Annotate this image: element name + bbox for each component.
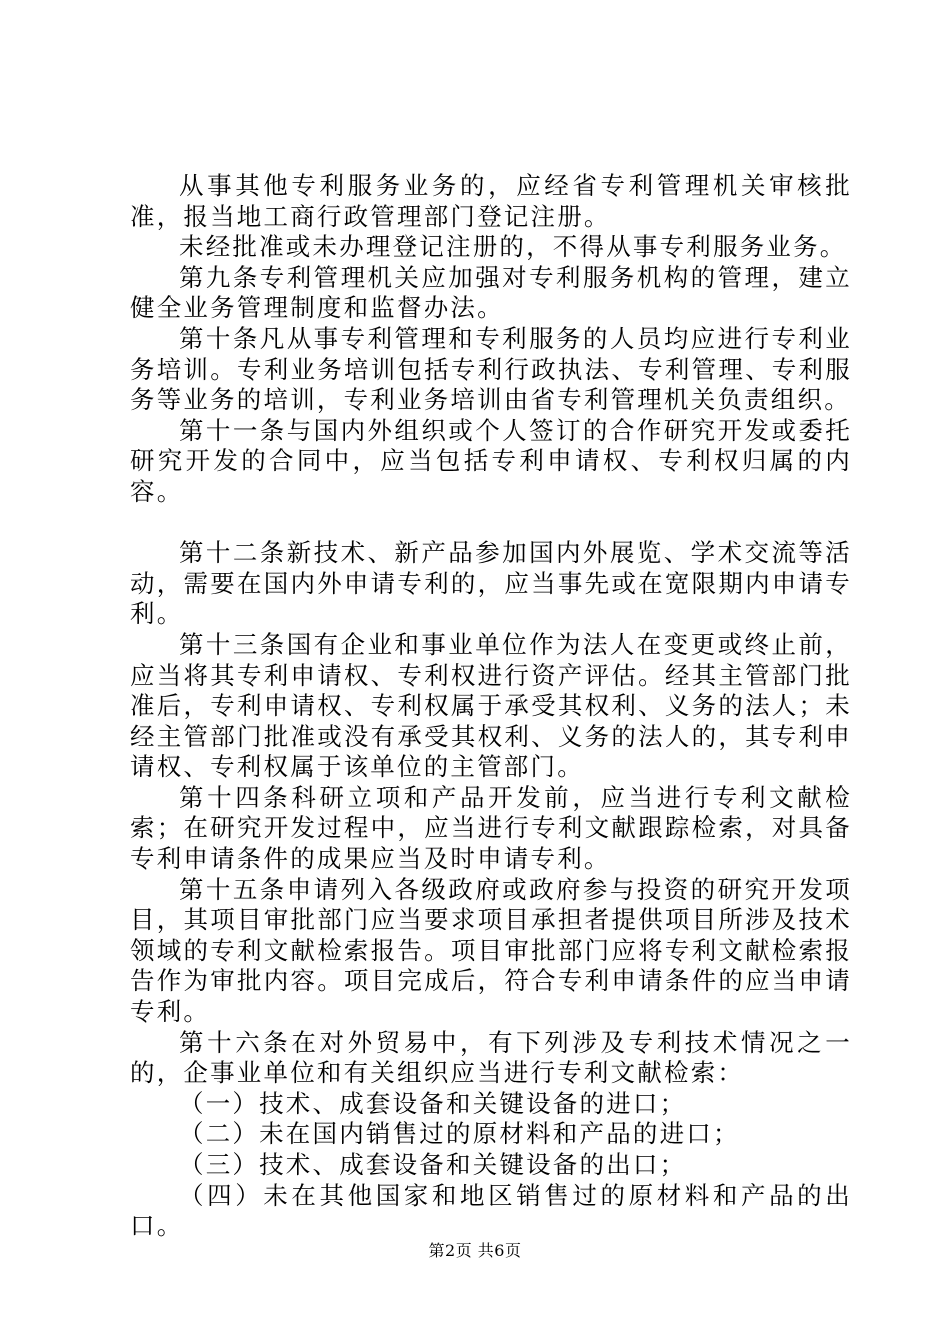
document-body bbox=[130, 171, 852, 1242]
paragraph: 第九条专利管理机关应加强对专利服务机构的管理，建立健全业务管理制度和监督办法。 bbox=[130, 262, 852, 323]
paragraph: 第十六条在对外贸易中，有下列涉及专利技术情况之一的，企事业单位和有关组织应当进行专利文献检索： bbox=[130, 1027, 852, 1088]
paragraph: 第十五条申请列入各级政府或政府参与投资的研究开发项目，其项目审批部门应当要求项目承担者提供项目所涉及技术领域的专利文献检索报告。项目审批部门应将专利文献检索报告作为审批内容。项目完成后，符合专利申请条件的应当申请专利。 bbox=[130, 874, 852, 1027]
page-number-footer: 第2页 共6页 bbox=[428, 1241, 522, 1260]
list-item: （四）未在其他国家和地区销售过的原材料和产品的出口。 bbox=[130, 1180, 852, 1241]
list-item: （二）未在国内销售过的原材料和产品的进口； bbox=[179, 1119, 740, 1149]
paragraph: 第十一条与国内外组织或个人签订的合作研究开发或委托研究开发的合同中，应当包括专利申请权、专利权归属的内容。 bbox=[130, 415, 852, 506]
list-item: （一）技术、成套设备和关键设备的进口； bbox=[179, 1088, 687, 1118]
paragraph-gap bbox=[130, 508, 852, 539]
paragraph: 第十条凡从事专利管理和专利服务的人员均应进行专利业务培训。专利业务培训包括专利行政执法、专利管理、专利服务等业务的培训，专利业务培训由省专利管理机关负责组织。 bbox=[130, 323, 852, 415]
list-item: （三）技术、成套设备和关键设备的出口； bbox=[179, 1150, 687, 1179]
paragraph: 从事其他专利服务业务的，应经省专利管理机关审核批准，报当地工商行政管理部门登记注册。 bbox=[130, 171, 852, 231]
paragraph: 第十四条科研立项和产品开发前，应当进行专利文献检索；在研究开发过程中，应当进行专利文献跟踪检索，对具备专利申请条件的成果应当及时申请专利。 bbox=[130, 782, 852, 874]
paragraph: 第十二条新技术、新产品参加国内外展览、学术交流等活动，需要在国内外申请专利的，应当事先或在宽限期内申请专利。 bbox=[130, 538, 852, 629]
paragraph: 第十三条国有企业和事业单位作为法人在变更或终止前，应当将其专利申请权、专利权进行资产评估。经其主管部门批准后，专利申请权、专利权属于承受其权利、义务的法人；未经主管部门批准或没有承受其权利、义务的法人的，其专利申请权、专利权属于该单位的主管部门。 bbox=[130, 629, 852, 782]
paragraph: 未经批准或未办理登记注册的，不得从事专利服务业务。 bbox=[179, 232, 847, 262]
